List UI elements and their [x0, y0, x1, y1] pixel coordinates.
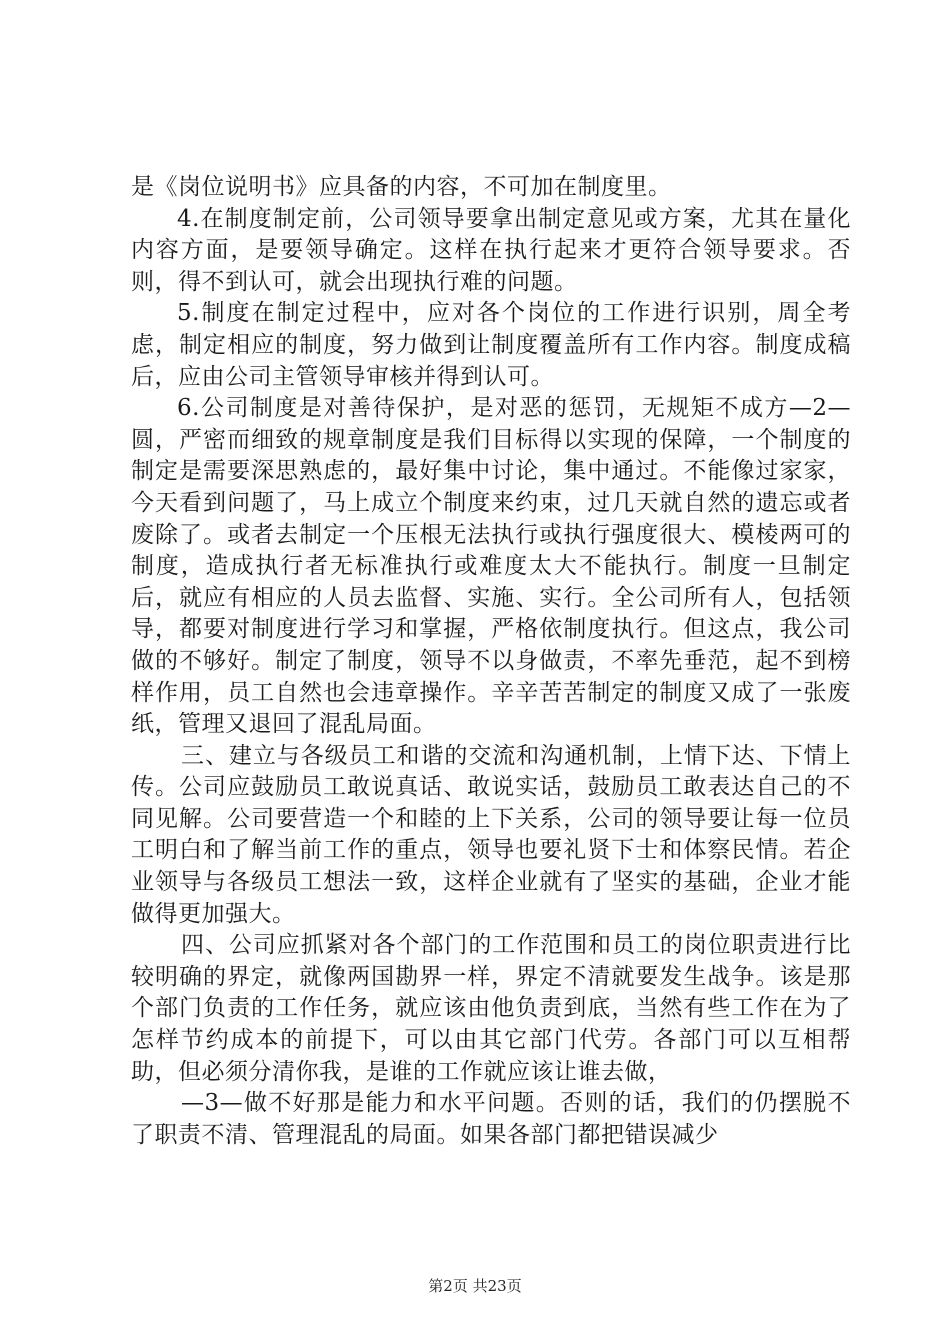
- paragraph-continuation: 是《岗位说明书》应具备的内容，不可加在制度里。: [131, 174, 672, 200]
- paragraph-item-4: 4.在制度制定前，公司领导要拿出制定意见或方案，尤其在量化内容方面，是要领导确定。这样在执行起来才更符合领导要求。否则，得不到认可，就会出现执行难的问题。: [131, 205, 851, 295]
- paragraph-item-6: 6.公司制度是对善待保护，是对恶的惩罚，无规矩不成方—2—圆，严密而细致的规章制度是我们目标得以实现的保障，一个制度的制定是需要深思熟虑的，最好集中讨论，集中通过。不能像过家家，今天看到问题了，马上成立个制度来约束，过几天就自然的遗忘或者废除了。或者去制定一个压根无法执行或执行强度很大、模棱两可的制度，造成执行者无标准执行或难度太大不能执行。制度一旦制定后，就应有相应的人员去监督、实施、实行。全公司所有人，包括领导，都要对制度进行学习和掌握，严格依制度执行。但这点，我公司做的不够好。制定了制度，领导不以身做责，不率先垂范，起不到榜样作用，员工自然也会违章操作。辛辛苦苦制定的制度又成了一张废纸，管理又退回了混乱局面。: [131, 395, 851, 738]
- paragraph-section-4-continued: —3—做不好那是能力和水平问题。否则的话，我们的仍摆脱不了职责不清、管理混乱的局面。如果各部门都把错误减少: [131, 1090, 851, 1148]
- paragraph-section-3: 三、建立与各级员工和谐的交流和沟通机制，上情下达、下情上传。公司应鼓励员工敢说真话、敢说实话，鼓励员工敢表达自己的不同见解。公司要营造一个和睦的上下关系，公司的领导要让每一位员工明白和了解当前工作的重点，领导也要礼贤下士和体察民情。若企业领导与各级员工想法一致，这样企业就有了坚实的基础，企业才能做得更加强大。: [131, 742, 851, 927]
- paragraph-item-5: 5.制度在制定过程中，应对各个岗位的工作进行识别，周全考虑，制定相应的制度，努力做到让制度覆盖所有工作内容。制度成稿后，应由公司主管领导审核并得到认可。: [131, 300, 851, 390]
- page-footer: 第2页 共23页: [428, 1277, 522, 1295]
- paragraph-section-4: 四、公司应抓紧对各个部门的工作范围和员工的岗位职责进行比较明确的界定，就像两国勘界一样，界定不清就要发生战争。该是那个部门负责的工作任务，就应该由他负责到底，当然有些工作在为了怎样节约成本的前提下，可以由其它部门代劳。各部门可以互相帮助，但必须分清你我，是谁的工作就应该让谁去做，: [131, 932, 851, 1085]
- document-body: [131, 172, 851, 1151]
